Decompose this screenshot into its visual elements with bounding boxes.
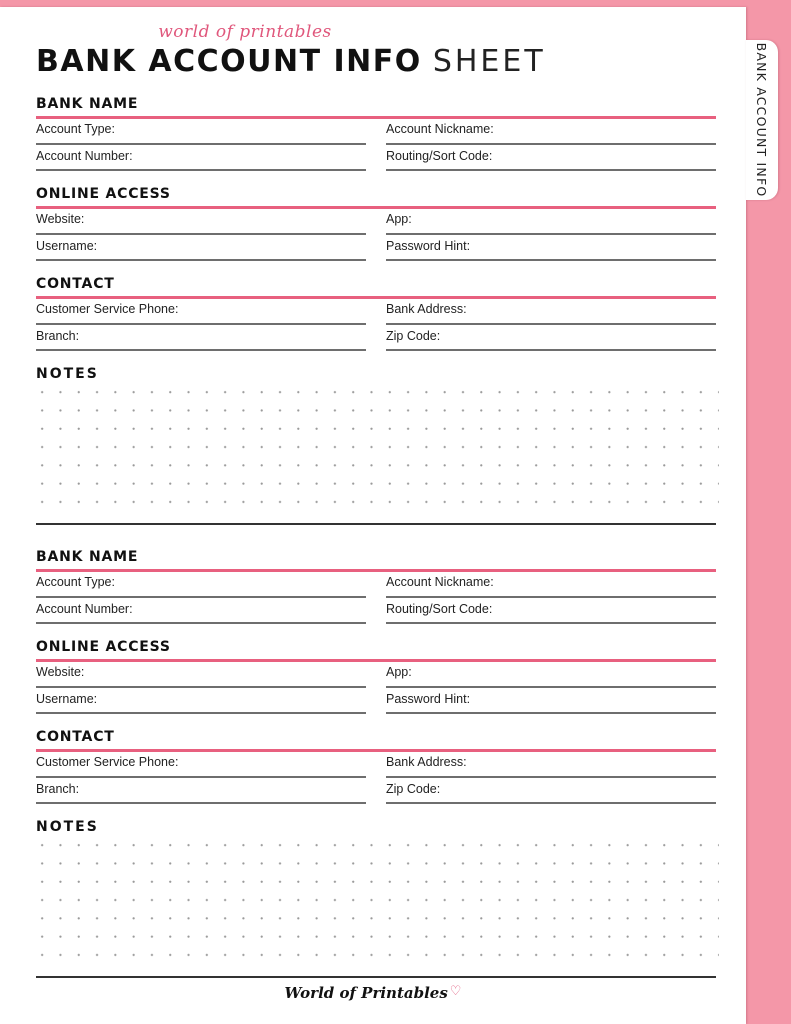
section-divider (36, 296, 716, 299)
section-heading-bank-name: BANK NAME (36, 96, 139, 112)
field-input-account-number[interactable] (36, 622, 366, 624)
section-heading-contact: CONTACT (36, 276, 115, 292)
field-input-customer-service-phone[interactable] (36, 776, 366, 778)
field-input-customer-service-phone[interactable] (36, 323, 366, 325)
field-input-password-hint[interactable] (386, 712, 716, 714)
field-label-routing-sort-code: Routing/Sort Code: (386, 602, 493, 616)
field-input-username[interactable] (36, 712, 366, 714)
field-label-routing-sort-code: Routing/Sort Code: (386, 149, 493, 163)
field-label-account-number: Account Number: (36, 602, 133, 616)
field-label-zip-code: Zip Code: (386, 329, 441, 343)
field-input-routing-sort-code[interactable] (386, 169, 716, 171)
field-input-bank-address[interactable] (386, 776, 716, 778)
section-divider (36, 569, 716, 572)
field-input-zip-code[interactable] (386, 802, 716, 804)
section-heading-online-access: ONLINE ACCESS (36, 186, 171, 202)
field-input-branch[interactable] (36, 349, 366, 351)
field-label-website: Website: (36, 665, 85, 679)
field-label-account-nickname: Account Nickname: (386, 575, 494, 589)
field-input-app[interactable] (386, 233, 716, 235)
footer-brand (0, 984, 746, 1002)
field-input-zip-code[interactable] (386, 349, 716, 351)
block-separator (36, 523, 716, 525)
field-label-app: App: (386, 212, 412, 226)
field-label-account-type: Account Type: (36, 575, 115, 589)
field-label-zip-code: Zip Code: (386, 782, 441, 796)
field-label-username: Username: (36, 692, 98, 706)
field-label-customer-service-phone: Customer Service Phone: (36, 302, 179, 316)
field-label-account-number: Account Number: (36, 149, 133, 163)
field-input-routing-sort-code[interactable] (386, 622, 716, 624)
section-divider (36, 116, 716, 119)
field-label-account-type: Account Type: (36, 122, 115, 136)
field-input-branch[interactable] (36, 802, 366, 804)
field-label-bank-address: Bank Address: (386, 755, 467, 769)
field-label-account-nickname: Account Nickname: (386, 122, 494, 136)
field-input-account-nickname[interactable] (386, 143, 716, 145)
side-tab-label: BANK ACCOUNT INFO (754, 42, 770, 198)
field-input-account-number[interactable] (36, 169, 366, 171)
notes-dot-grid[interactable] (33, 836, 719, 964)
field-label-website: Website: (36, 212, 85, 226)
field-label-app: App: (386, 665, 412, 679)
field-label-bank-address: Bank Address: (386, 302, 467, 316)
notes-heading: NOTES (36, 366, 99, 382)
field-input-account-type[interactable] (36, 143, 366, 145)
field-label-customer-service-phone: Customer Service Phone: (36, 755, 179, 769)
field-input-account-type[interactable] (36, 596, 366, 598)
section-divider (36, 659, 716, 662)
field-input-app[interactable] (386, 686, 716, 688)
field-input-bank-address[interactable] (386, 323, 716, 325)
section-heading-online-access: ONLINE ACCESS (36, 639, 171, 655)
field-input-account-nickname[interactable] (386, 596, 716, 598)
title-light: SHEET (432, 44, 546, 79)
field-input-website[interactable] (36, 233, 366, 235)
block-separator (36, 976, 716, 978)
field-label-username: Username: (36, 239, 98, 253)
page-title (36, 44, 546, 79)
section-heading-bank-name: BANK NAME (36, 549, 139, 565)
field-label-password-hint: Password Hint: (386, 239, 471, 253)
footer-brand-text: World of Printables (284, 984, 448, 1002)
notes-dot-grid[interactable] (33, 383, 719, 511)
heart-icon: ♡ (449, 984, 462, 999)
brand-script: world of printables (158, 22, 332, 42)
field-label-branch: Branch: (36, 782, 80, 796)
side-tab[interactable] (746, 40, 778, 200)
notes-heading: NOTES (36, 819, 99, 835)
section-divider (36, 206, 716, 209)
field-input-website[interactable] (36, 686, 366, 688)
section-divider (36, 749, 716, 752)
field-label-password-hint: Password Hint: (386, 692, 471, 706)
field-input-username[interactable] (36, 259, 366, 261)
section-heading-contact: CONTACT (36, 729, 115, 745)
field-input-password-hint[interactable] (386, 259, 716, 261)
title-bold: BANK ACCOUNT INFO (36, 44, 422, 79)
field-label-branch: Branch: (36, 329, 80, 343)
